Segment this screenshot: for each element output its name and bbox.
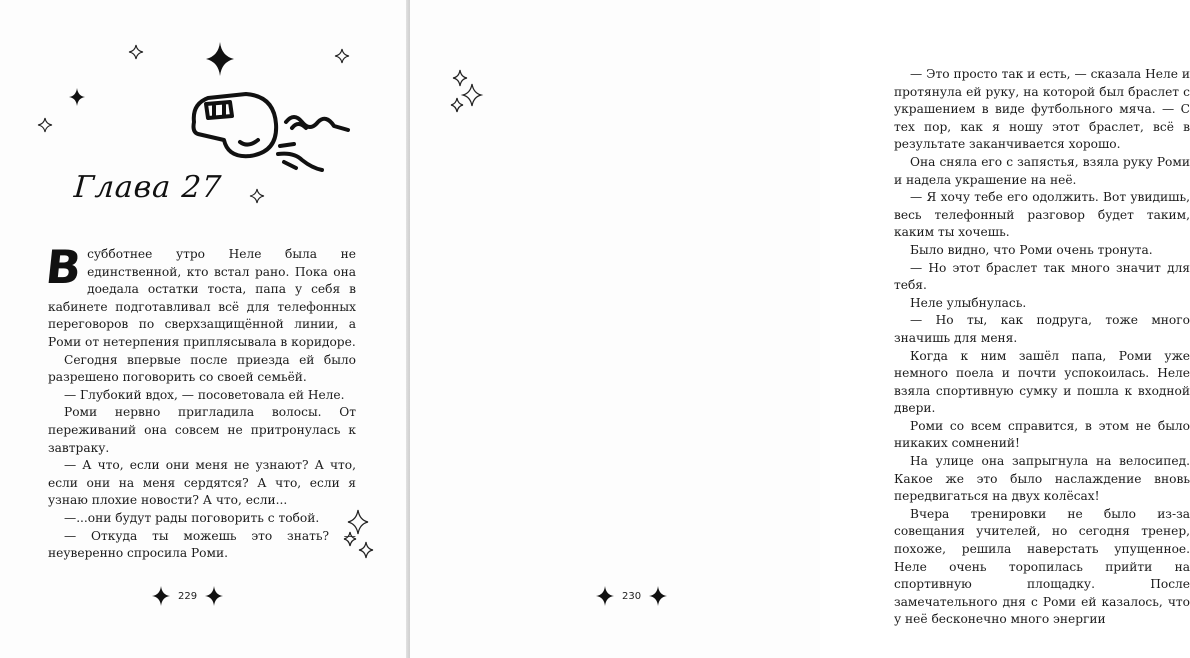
- whistle-icon: [184, 82, 354, 182]
- paragraph: Когда к ним зашёл папа, Роми уже немного поела и почти успокоилась. Неле взяла спортивную сумку и пошла к входной двери.: [894, 348, 1190, 416]
- left-page-body: [43, 240, 356, 563]
- paragraph: — Я хочу тебе его одолжить. Вот увидишь, весь телефонный разговор будет таким, каким ты хочешь.: [894, 190, 1190, 240]
- right-page-body: [894, 66, 1190, 629]
- drop-cap: В: [43, 240, 84, 294]
- paragraph: — Но этот браслет так много значит для тебя.: [894, 260, 1190, 293]
- right-page: [410, 0, 1190, 658]
- star-icon: [206, 42, 234, 76]
- paragraph: Она сняла его с запястья, взяла руку Роми и надела украшение на неё.: [894, 154, 1190, 187]
- sparkle-icon: [249, 188, 265, 204]
- paragraph: — Откуда ты можешь это знать? — неуверенно спросила Роми.: [48, 528, 356, 561]
- paragraph: Роми нервно пригладила волосы. От переживаний она совсем не притронулась к завтраку.: [48, 405, 356, 455]
- paragraph: В субботнее утро Неле была не единственной, кто встал рано. Пока она доедала остатки тоста, папа у себя в кабинете подготавливал всё для телефонных переговоров по сверхзащищённой линии, а Роми от нетерпения приплясывала в коридоре.: [43, 240, 356, 349]
- paragraph: Сегодня впервые после приезда ей было разрешено поговорить со своей семьёй.: [48, 352, 356, 385]
- star-icon: [152, 586, 170, 606]
- sparkle-icon: [37, 117, 53, 133]
- paragraph: Роми со всем справится, в этом не было никаких сомнений!: [894, 418, 1190, 451]
- star-icon: [649, 586, 667, 606]
- sparkle-icon: [334, 48, 350, 64]
- sparkle-icon: [128, 44, 144, 60]
- page-footer: [152, 586, 223, 606]
- paragraph: Было видно, что Роми очень тронута.: [910, 242, 1153, 257]
- sparkle-icon: [340, 508, 376, 560]
- page-number: 229: [178, 590, 198, 602]
- paragraph: — Но ты, как подруга, тоже много значишь для меня.: [894, 313, 1190, 345]
- paragraph: На улице она запрыгнула на велосипед. Какое же это было наслаждение вновь передвигаться на двух колёсах!: [894, 454, 1190, 504]
- paragraph: —...они будут рады поговорить с тобой.: [64, 510, 320, 525]
- star-icon: [205, 586, 223, 606]
- page-footer: [596, 586, 667, 606]
- paragraph: — Глубокий вдох, — посоветовала ей Неле.: [64, 387, 345, 402]
- left-page: [0, 0, 410, 658]
- paragraph: Вчера тренировки не было из-за совещания учителей, но сегодня тренер, похоже, решила наверстать упущенное. Неле очень торопилась прийти на спортивную площадку. После замечательного дня с Роми ей казалось, что у неё бесконечно много энергии: [894, 506, 1190, 627]
- chapter-title: Глава 27: [72, 170, 224, 205]
- paragraph: — А что, если они меня не узнают? А что, если они на меня сердятся? А что, если я узнаю плохие новости? А что, если...: [48, 458, 356, 508]
- star-icon: [596, 586, 614, 606]
- page-number: 230: [622, 590, 642, 602]
- paragraph: — Это просто так и есть, — сказала Неле и протянула ей руку, на которой был браслет с украшением в виде футбольного мяча. — С тех пор, как я ношу этот браслет, всё в результате заканчивается хорошо.: [894, 67, 1190, 152]
- star-icon: [69, 88, 85, 106]
- paragraph: Неле улыбнулась.: [910, 295, 1027, 310]
- sparkle-icon: [448, 68, 482, 118]
